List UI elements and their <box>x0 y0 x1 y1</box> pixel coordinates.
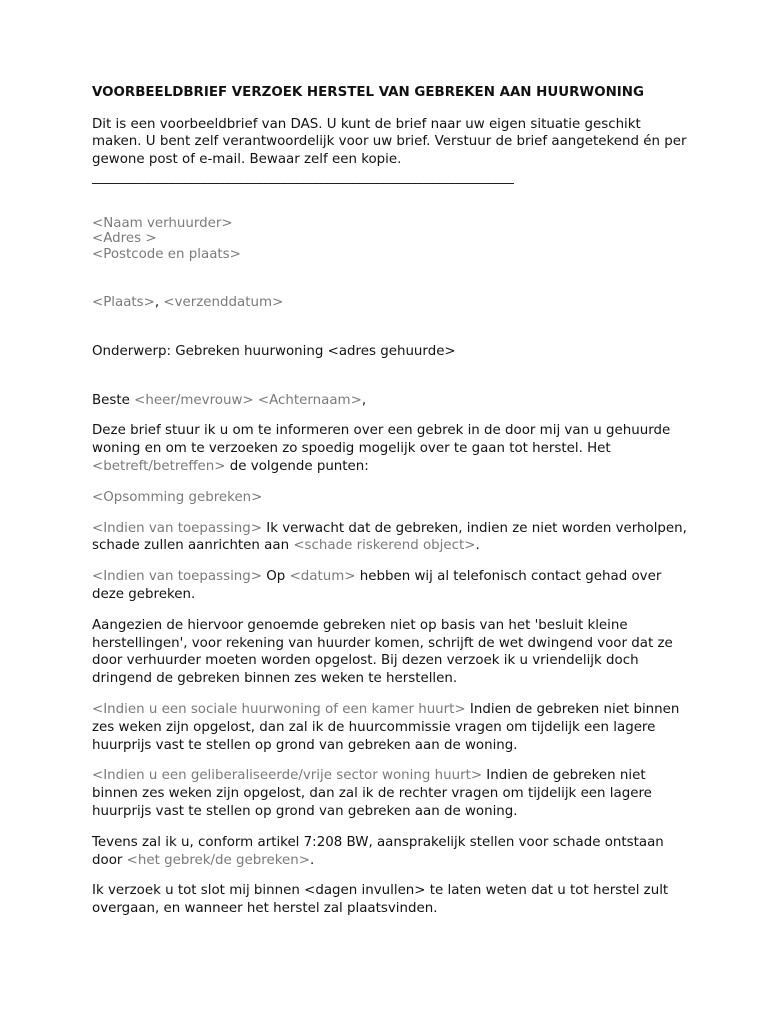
recipient-address <box>92 216 692 263</box>
letter-body <box>92 85 692 931</box>
salutation-end: , <box>361 392 367 408</box>
salutation <box>92 392 692 410</box>
recipient-name: <Naam verhuurder> <box>92 215 233 231</box>
separator-line: ____________________________________________________________________ <box>92 169 514 185</box>
p3-mid: Op <box>262 569 290 585</box>
defects-placeholder: <Opsomming gebreken> <box>92 489 263 505</box>
p1-text: Deze brief stuur ik u om te informeren over een gebrek in de door mij van u gehuurde woning en om te verzoeken zo spoedig mogelijk over te gaan tot herstel. Het <box>92 423 671 457</box>
paragraph-social-housing <box>92 701 692 754</box>
paragraph-intro <box>92 422 692 475</box>
recipient-postcode: <Postcode en plaats> <box>92 247 241 263</box>
spacer <box>92 263 692 294</box>
subject-line: Onderwerp: Gebreken huurwoning <adres gehuurde> <box>92 343 456 359</box>
p7-placeholder: <het gebrek/de gebreken> <box>126 852 310 868</box>
paragraph-damage <box>92 520 692 556</box>
p2-condition: <Indien van toepassing> <box>92 520 262 536</box>
paragraph-closing-request: Ik verzoek u tot slot mij binnen <dagen invullen> te laten weten dat u tot herstel zult overgaan, en wanneer het herstel zal plaatsvinden. <box>92 883 669 917</box>
paragraph-liability <box>92 834 692 870</box>
salutation-start: Beste <box>92 392 135 408</box>
p7-end: . <box>309 852 315 868</box>
paragraph-contact <box>92 568 692 604</box>
p1-end: de volgende punten: <box>225 459 369 475</box>
p5-condition: <Indien u een sociale huurwoning of een kamer huurt> <box>92 702 466 718</box>
salutation-name: <Achternaam> <box>257 392 362 408</box>
p6-text: Indien de gebreken niet binnen zes weken zijn opgelost, dan zal ik de rechter vragen om tijdelijk een lagere huurprijs vast te stellen op grond van gebreken aan de woning. <box>92 768 652 820</box>
p2-text: Ik verwacht dat de gebreken, indien ze niet worden verholpen, schade zullen aanrichten aan <box>92 520 687 554</box>
salutation-title: <heer/mevrouw> <box>134 392 254 408</box>
place-date-line <box>92 294 692 312</box>
paragraph-free-sector <box>92 767 692 820</box>
p1-placeholder: <betreft/betreffen> <box>92 459 226 475</box>
intro-text: Dit is een voorbeeldbrief van DAS. U kunt de brief naar uw eigen situatie geschikt maken. U bent zelf verantwoordelijk voor uw brief. Verstuur de brief aangetekend én per gewone post of e-mail. Bewaar zelf een kopie. <box>92 116 687 168</box>
p2-object: <schade riskerend object> <box>293 538 476 554</box>
recipient-street: <Adres > <box>92 231 157 247</box>
spacer <box>92 196 692 216</box>
document-title: VOORBEELDBRIEF VERZOEK HERSTEL VAN GEBREKEN AAN HUURWONING <box>92 85 644 100</box>
p3-text: hebben wij al telefonisch contact gehad over deze gebreken. <box>92 569 662 603</box>
place-date-separator: , <box>154 295 164 311</box>
spacer <box>92 312 692 343</box>
p2-end: . <box>475 538 480 554</box>
p5-text: Indien de gebreken niet binnen zes weken zijn opgelost, dan zal ik de huurcommissie vragen om tijdelijk een lagere huurprijs vast te stellen op grond van gebreken aan de woning. <box>92 702 680 753</box>
spacer <box>92 361 692 392</box>
place-placeholder: <Plaats> <box>92 295 155 311</box>
paragraph-legal: Aangezien de hiervoor genoemde gebreken niet op basis van het 'besluit kleine herstellingen', voor rekening van huurder komen, schrijft de wet dwingend voor dat ze door verhuurder moeten worden opgelost. Bij dezen verzoek ik u vriendelijk doch dringend de gebreken binnen zes weken te herstellen. <box>92 617 673 687</box>
p3-condition: <Indien van toepassing> <box>92 569 262 585</box>
p3-date: <datum> <box>289 569 356 585</box>
p6-condition: <Indien u een geliberaliseerde/vrije sector woning huurt> <box>92 768 483 784</box>
date-placeholder: <verzenddatum> <box>163 295 284 311</box>
p7-text: Tevens zal ik u, conform artikel 7:208 BW, aansprakelijk stellen voor schade ontstaan door <box>92 834 664 868</box>
